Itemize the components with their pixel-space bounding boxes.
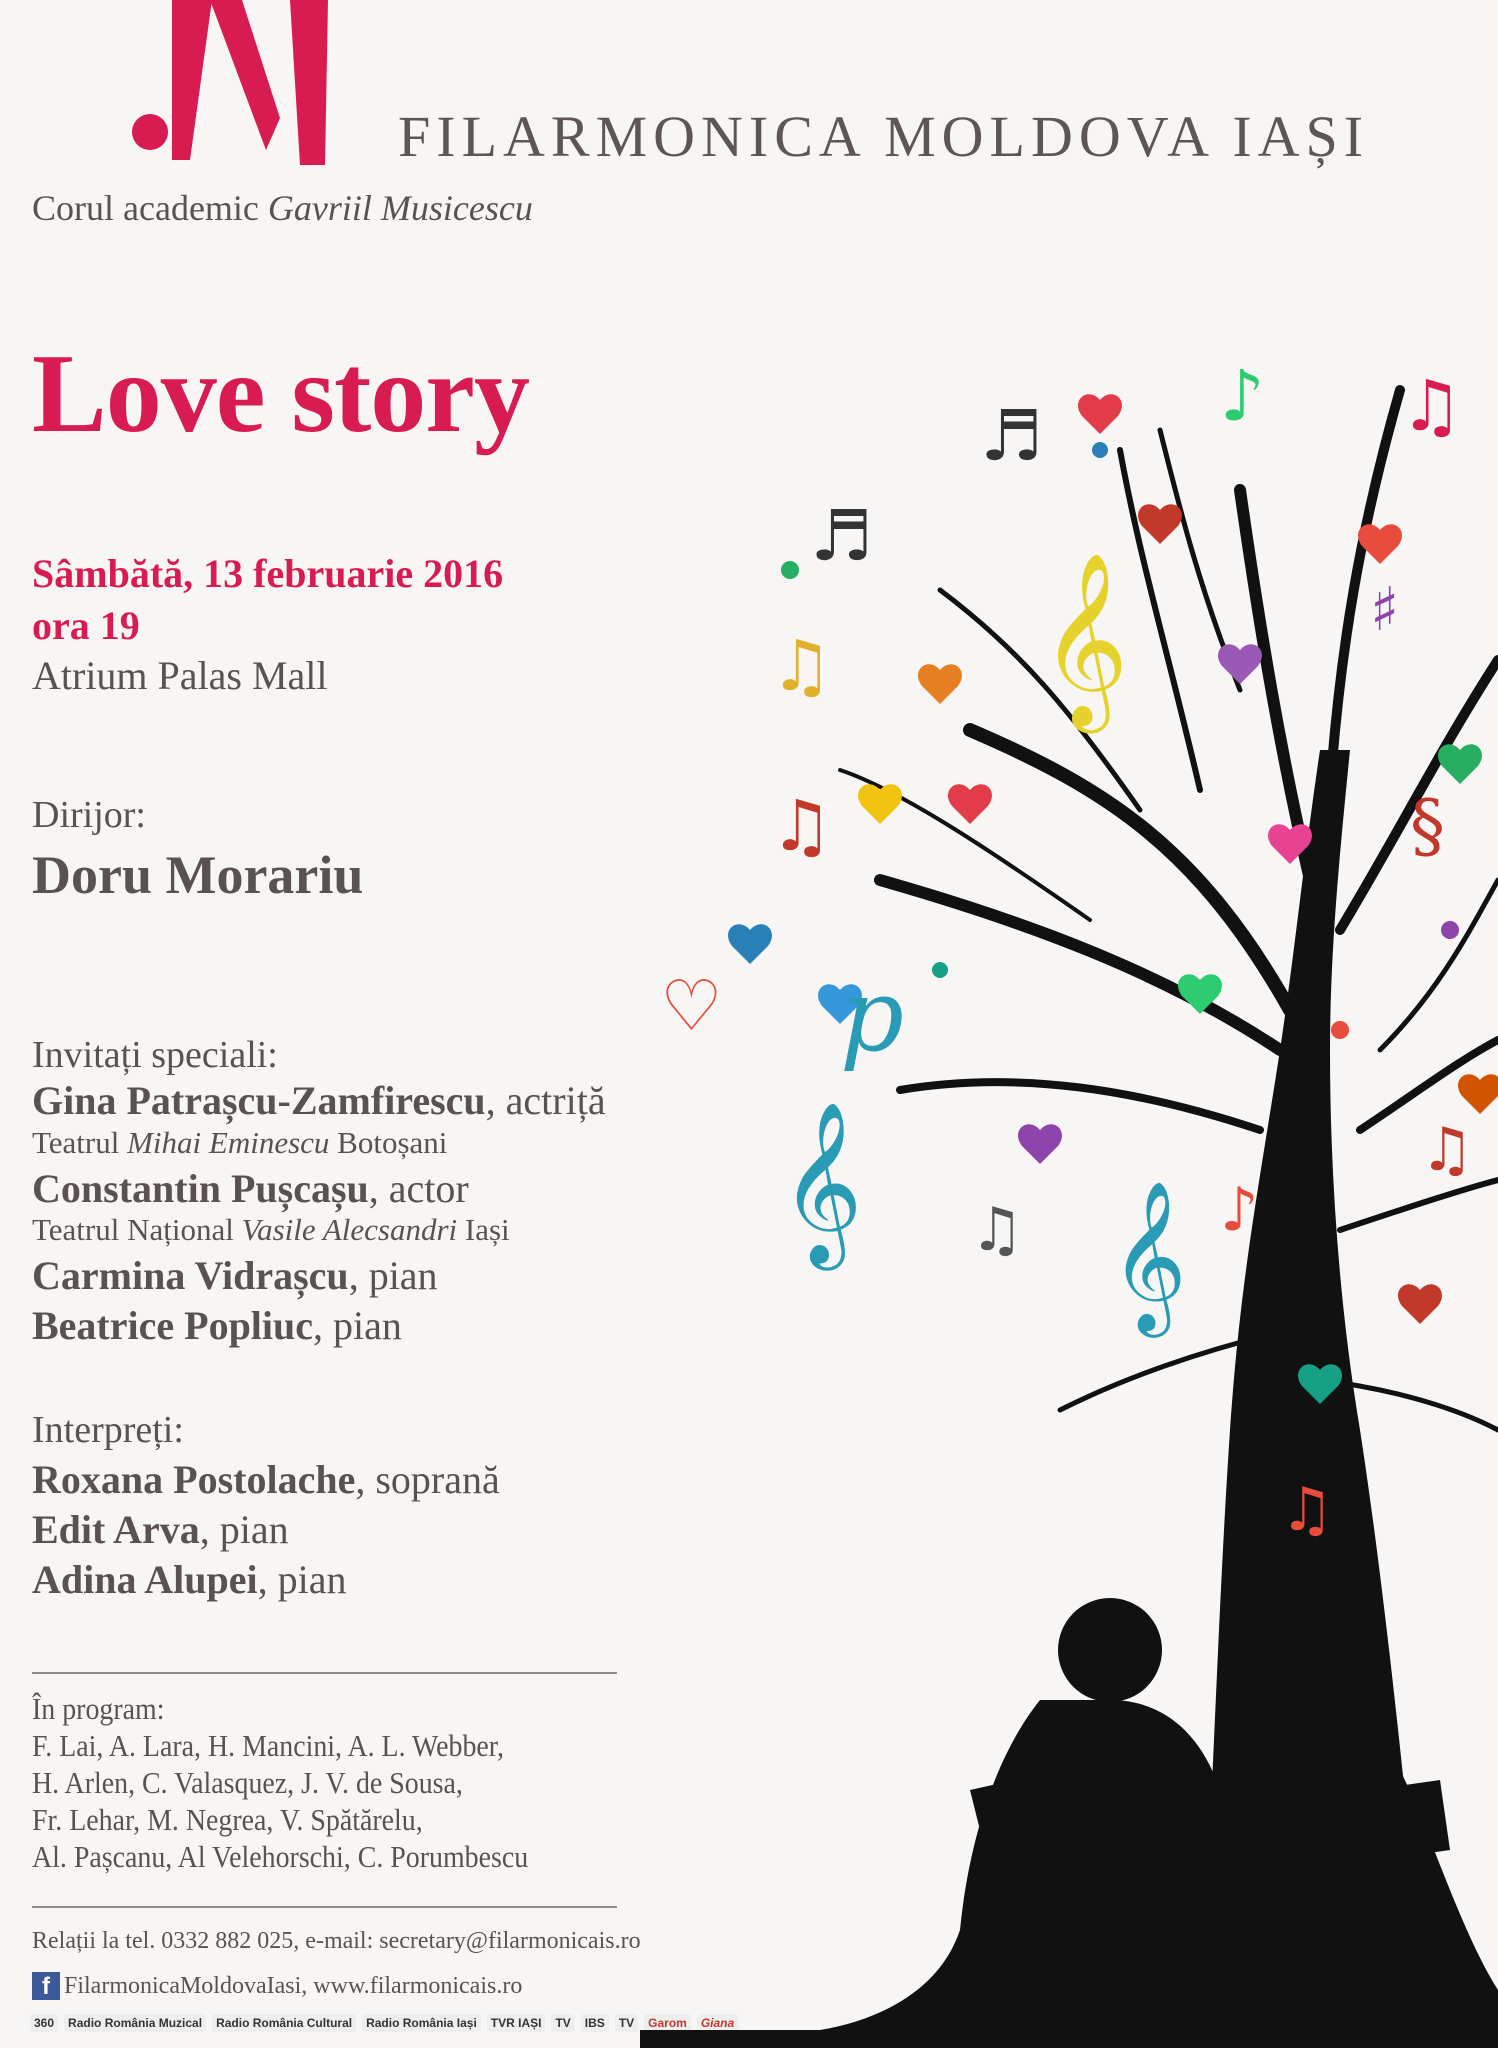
program-line: Fr. Lehar, M. Negrea, V. Spătărelu, <box>32 1802 423 1837</box>
svg-text:♫: ♫ <box>770 785 833 867</box>
sponsor-logo: Radio România Iași <box>362 2014 481 2032</box>
sponsor-logo: Radio România Cultural <box>212 2014 356 2032</box>
sponsor-logo: Garom <box>644 2014 691 2032</box>
sponsor-logo: TVR IAȘI <box>487 2014 546 2032</box>
filarmonica-logo <box>120 0 350 170</box>
program-label: În program: <box>32 1691 165 1726</box>
guests-label: Invitați speciali: <box>32 1034 278 1076</box>
program-line: F. Lai, A. Lara, H. Mancini, A. L. Webber, <box>32 1728 504 1763</box>
performer-1: Roxana Postolache, soprană <box>32 1457 500 1502</box>
sponsor-logo: Giana <box>697 2014 738 2032</box>
social-line <box>32 1972 522 2000</box>
divider <box>32 1906 617 1908</box>
event-title: Love story <box>32 332 530 456</box>
guest-2-affiliation: Teatrul Național Vasile Alecsandri Iași <box>32 1212 510 1247</box>
divider <box>32 1672 617 1674</box>
performers-label: Interpreți: <box>32 1409 184 1451</box>
performer-3: Adina Alupei, pian <box>32 1557 347 1602</box>
svg-text:♬: ♬ <box>810 495 873 577</box>
svg-text:♫: ♫ <box>770 625 833 707</box>
sponsor-logo: Radio România Muzical <box>64 2014 206 2032</box>
event-time: ora 19 <box>32 603 140 648</box>
guest-4: Beatrice Popliuc, pian <box>32 1303 402 1348</box>
program-list <box>32 1690 528 1875</box>
svg-text:♫: ♫ <box>1280 1475 1334 1545</box>
social-text: FilarmonicaMoldovaIasi, www.filarmonicais.ro <box>64 1972 523 1999</box>
music-tree-illustration <box>640 230 1498 2048</box>
organization-name: FILARMONICA MOLDOVA IAȘI <box>398 104 1370 169</box>
contact-line: Relații la tel. 0332 882 025, e-mail: secretary@filarmonicais.ro <box>32 1928 641 1954</box>
guest-3: Carmina Vidrașcu, pian <box>32 1253 438 1298</box>
sponsor-logo: IBS <box>581 2014 609 2032</box>
program-line: Al. Pașcanu, Al Velehorschi, C. Porumbescu <box>32 1839 529 1874</box>
sponsor-logo: 360 <box>30 2014 58 2032</box>
svg-text:♪: ♪ <box>1220 1175 1259 1245</box>
svg-text:♯: ♯ <box>1370 575 1400 645</box>
event-date <box>32 548 503 652</box>
facebook-icon: f <box>32 1972 60 2000</box>
svg-text:♪: ♪ <box>1220 355 1265 437</box>
svg-text:♬: ♬ <box>980 395 1043 477</box>
svg-text:♫: ♫ <box>970 1195 1024 1265</box>
svg-text:𝄞: 𝄞 <box>1110 1179 1187 1331</box>
svg-text:♫: ♫ <box>1420 1115 1474 1185</box>
svg-text:§: § <box>1410 785 1445 867</box>
svg-text:𝄞: 𝄞 <box>780 1101 863 1264</box>
sponsor-logo: TV <box>551 2014 574 2032</box>
conductor-name: Doru Morariu <box>32 845 364 905</box>
choir-name: Corul academic Gavriil Musicescu <box>32 188 533 228</box>
guest-1: Gina Patrașcu-Zamfirescu, actriță <box>32 1078 606 1123</box>
guest-1-affiliation: Teatrul Mihai Eminescu Botoșani <box>32 1125 448 1160</box>
svg-text:♫: ♫ <box>1400 365 1463 447</box>
sponsor-strip <box>30 2014 738 2032</box>
svg-text:p: p <box>840 957 905 1074</box>
program-line: H. Arlen, C. Valasquez, J. V. de Sousa, <box>32 1765 463 1800</box>
conductor-label: Dirijor: <box>32 794 146 836</box>
svg-text:♡: ♡ <box>660 965 723 1047</box>
event-venue: Atrium Palas Mall <box>32 653 328 698</box>
guest-2: Constantin Pușcașu, actor <box>32 1166 469 1211</box>
event-day: Sâmbătă, 13 februarie 2016 <box>32 551 504 596</box>
svg-text:𝄞: 𝄞 <box>1040 552 1129 726</box>
sponsor-logo: TV <box>615 2014 638 2032</box>
performer-2: Edit Arva, pian <box>32 1507 289 1552</box>
